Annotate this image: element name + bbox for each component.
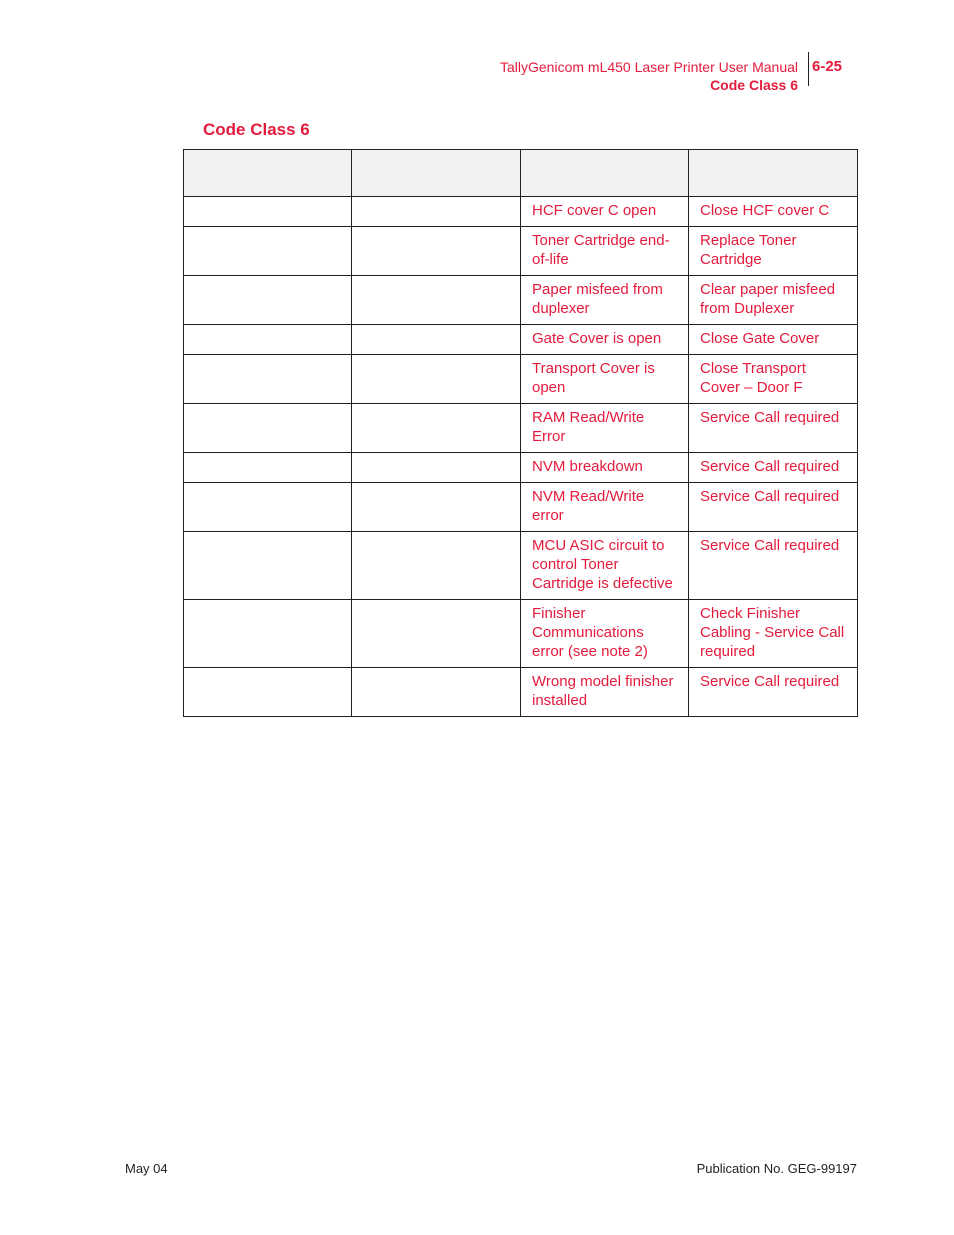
- action-cell: Close Transport Cover – Door F: [689, 355, 858, 404]
- table-header-row: [184, 150, 858, 197]
- table-row: [184, 483, 858, 532]
- code-cell: [352, 453, 521, 483]
- action-cell: Clear paper misfeed from Duplexer: [689, 276, 858, 325]
- code-cell: [352, 600, 521, 668]
- action-cell: Service Call required: [689, 532, 858, 600]
- manual-title: TallyGenicom mL450 Laser Printer User Manual: [499, 59, 798, 75]
- problem-cell: NVM Read/Write error: [521, 483, 689, 532]
- problem-cell: Toner Cartridge end-of-life: [521, 227, 689, 276]
- code-cell: [352, 483, 521, 532]
- table-row: [184, 197, 858, 227]
- action-cell: Replace Toner Cartridge: [689, 227, 858, 276]
- code-cell: [352, 668, 521, 717]
- code-cell: [184, 227, 352, 276]
- table-row: [184, 325, 858, 355]
- problem-cell: MCU ASIC circuit to control Toner Cartridge is defective: [521, 532, 689, 600]
- code-cell: [184, 325, 352, 355]
- problem-cell: RAM Read/Write Error: [521, 404, 689, 453]
- footer-publication: Publication No. GEG-99197: [696, 1161, 857, 1176]
- problem-cell: Wrong model finisher installed: [521, 668, 689, 717]
- code-cell: [184, 404, 352, 453]
- code-cell: [352, 532, 521, 600]
- code-cell: [352, 276, 521, 325]
- table-row: [184, 276, 858, 325]
- code-cell: [184, 197, 352, 227]
- header-cell: [521, 150, 689, 197]
- code-cell: [184, 453, 352, 483]
- problem-cell: Paper misfeed from duplexer: [521, 276, 689, 325]
- table-row: [184, 453, 858, 483]
- code-cell: [184, 600, 352, 668]
- action-cell: Service Call required: [689, 668, 858, 717]
- code-cell: [184, 276, 352, 325]
- problem-cell: HCF cover C open: [521, 197, 689, 227]
- header-divider: [808, 52, 809, 86]
- code-cell: [184, 483, 352, 532]
- table-row: [184, 600, 858, 668]
- table-row: [184, 668, 858, 717]
- table-row: [184, 355, 858, 404]
- code-cell: [352, 325, 521, 355]
- table-row: [184, 532, 858, 600]
- action-cell: Service Call required: [689, 404, 858, 453]
- header-cell: [689, 150, 858, 197]
- code-cell: [352, 197, 521, 227]
- code-class-table: [183, 149, 858, 717]
- code-cell: [352, 404, 521, 453]
- code-cell: [352, 355, 521, 404]
- code-cell: [352, 227, 521, 276]
- action-cell: Service Call required: [689, 483, 858, 532]
- action-cell: Check Finisher Cabling - Service Call required: [689, 600, 858, 668]
- problem-cell: Transport Cover is open: [521, 355, 689, 404]
- header-cell: [184, 150, 352, 197]
- code-cell: [184, 532, 352, 600]
- problem-cell: NVM breakdown: [521, 453, 689, 483]
- running-header: [500, 58, 798, 94]
- problem-cell: Gate Cover is open: [521, 325, 689, 355]
- table-row: [184, 227, 858, 276]
- action-cell: Close Gate Cover: [689, 325, 858, 355]
- footer-date: May 04: [125, 1161, 168, 1176]
- action-cell: Close HCF cover C: [689, 197, 858, 227]
- code-cell: [184, 355, 352, 404]
- page-number: 6-25: [812, 58, 843, 75]
- section-title: Code Class 6: [203, 120, 310, 139]
- header-section: Code Class 6: [710, 77, 798, 93]
- header-cell: [352, 150, 521, 197]
- code-cell: [184, 668, 352, 717]
- action-cell: Service Call required: [689, 453, 858, 483]
- problem-cell: Finisher Communications error (see note 2): [521, 600, 689, 668]
- table-row: [184, 404, 858, 453]
